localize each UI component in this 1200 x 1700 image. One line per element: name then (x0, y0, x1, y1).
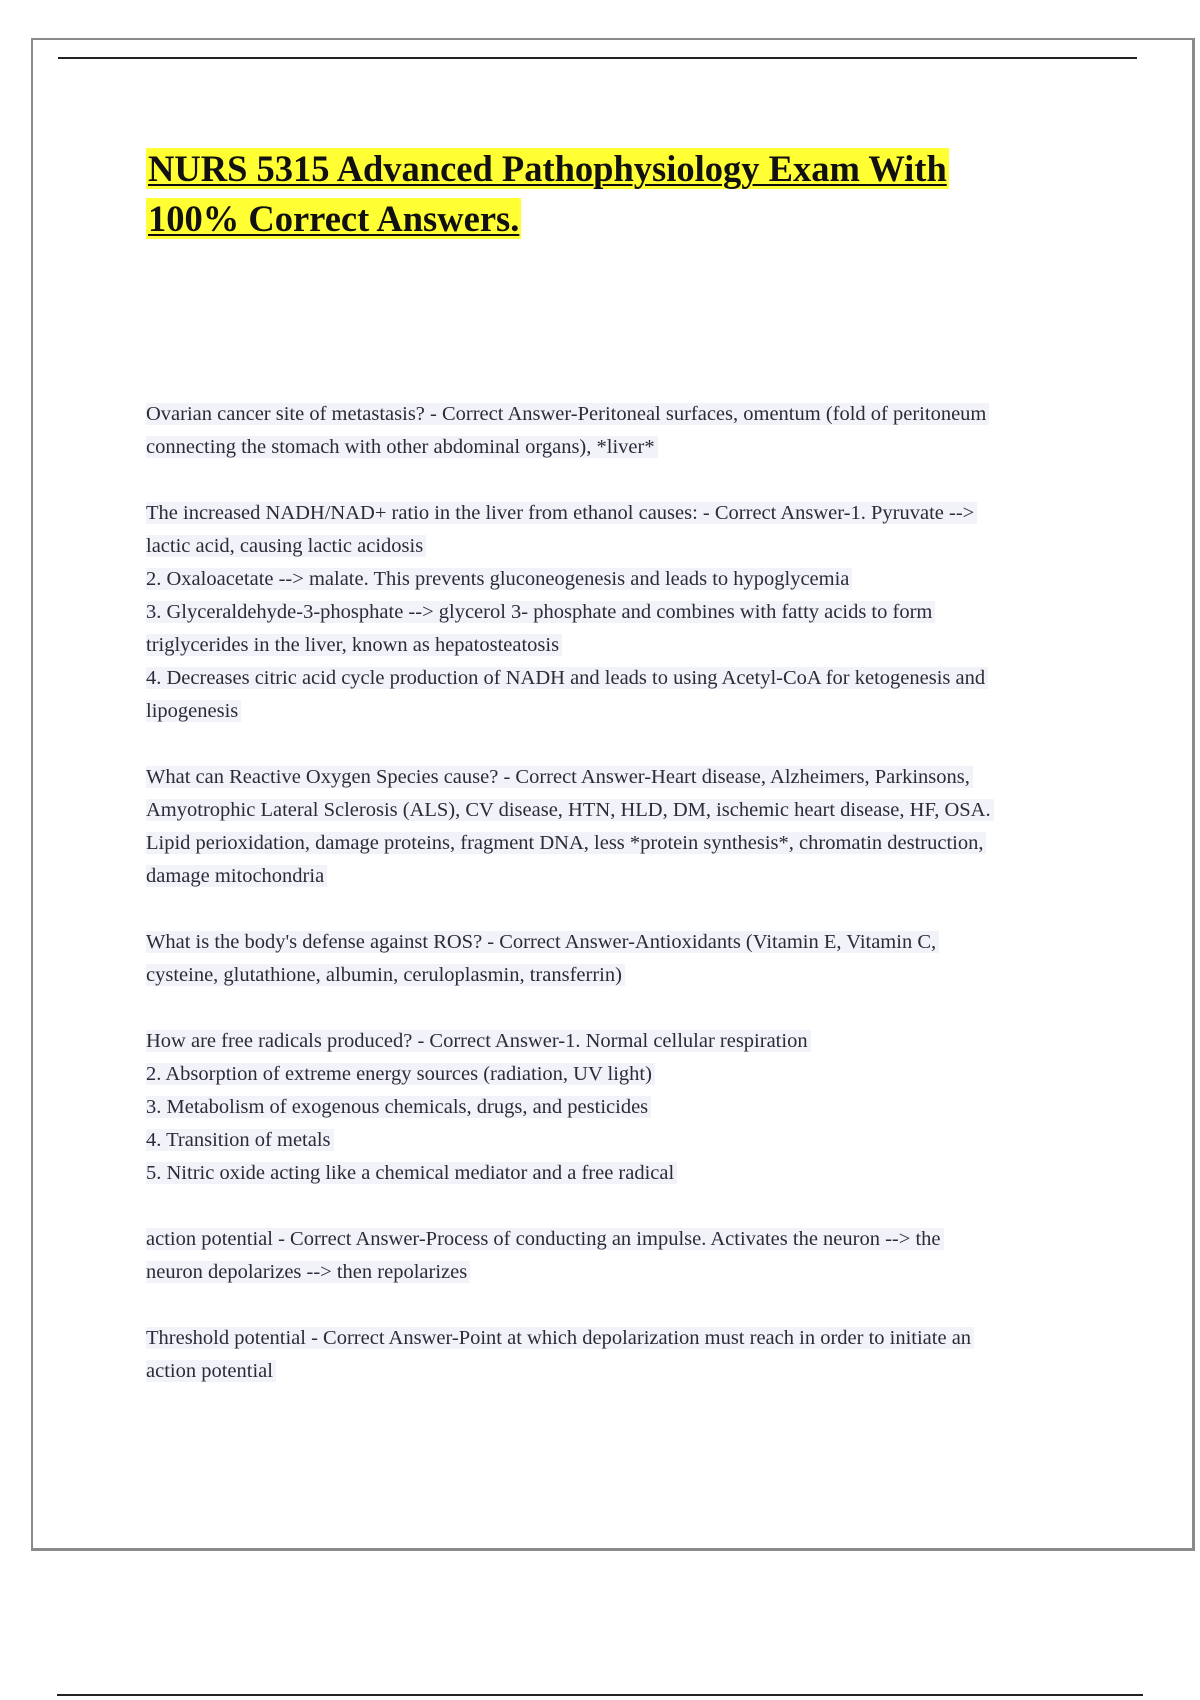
title-line-2: 100% Correct Answers. (148, 198, 520, 239)
text-line: How are free radicals produced? - Correct Answer-1. Normal cellular respiration (146, 1025, 1116, 1058)
text-line: 3. Glyceraldehyde-3-phosphate --> glycerol 3- phosphate and combines with fatty acids to form (146, 596, 1116, 629)
text-line: Amyotrophic Lateral Sclerosis (ALS), CV disease, HTN, HLD, DM, ischemic heart disease, HF, OSA. (146, 794, 1116, 827)
title-line-1: NURS 5315 Advanced Pathophysiology Exam With (148, 148, 947, 189)
text-line: lactic acid, causing lactic acidosis (146, 530, 1116, 563)
text-line: Lipid perioxidation, damage proteins, fragment DNA, less *protein synthesis*, chromatin destruction, (146, 827, 1116, 860)
text-line: lipogenesis (146, 695, 1116, 728)
qa-list (146, 398, 1116, 1421)
text-line: action potential - Correct Answer-Process of conducting an impulse. Activates the neuron --> the (146, 1223, 1116, 1256)
document-title (146, 144, 1106, 244)
text-line: Threshold potential - Correct Answer-Point at which depolarization must reach in order to initiate an (146, 1322, 1116, 1355)
qa-entry-ros-defense (146, 926, 1116, 992)
text-line: Ovarian cancer site of metastasis? - Correct Answer-Peritoneal surfaces, omentum (fold of peritoneum (146, 398, 1116, 431)
text-line: 4. Transition of metals (146, 1124, 1116, 1157)
text-line: What is the body's defense against ROS? - Correct Answer-Antioxidants (Vitamin E, Vitamin C, (146, 926, 1116, 959)
text-line: damage mitochondria (146, 860, 1116, 893)
qa-entry-reactive-oxygen-species (146, 761, 1116, 893)
document-page (31, 38, 1195, 1551)
qa-entry-action-potential (146, 1223, 1116, 1289)
text-line: 4. Decreases citric acid cycle production of NADH and leads to using Acetyl-CoA for ketogenesis and (146, 662, 1116, 695)
text-line: 3. Metabolism of exogenous chemicals, drugs, and pesticides (146, 1091, 1116, 1124)
text-line: action potential (146, 1355, 1116, 1388)
text-line: 5. Nitric oxide acting like a chemical mediator and a free radical (146, 1157, 1116, 1190)
text-line: 2. Oxaloacetate --> malate. This prevents gluconeogenesis and leads to hypoglycemia (146, 563, 1116, 596)
text-line: triglycerides in the liver, known as hepatosteatosis (146, 629, 1116, 662)
text-line: 2. Absorption of extreme energy sources (radiation, UV light) (146, 1058, 1116, 1091)
top-divider (58, 57, 1137, 59)
qa-entry-threshold-potential (146, 1322, 1116, 1388)
qa-entry-ovarian-metastasis (146, 398, 1116, 464)
text-line: The increased NADH/NAD+ ratio in the liver from ethanol causes: - Correct Answer-1. Pyruvate --> (146, 497, 1116, 530)
next-page-divider (57, 1694, 1143, 1696)
qa-entry-free-radicals (146, 1025, 1116, 1190)
text-line: connecting the stomach with other abdominal organs), *liver* (146, 431, 1116, 464)
qa-entry-nadh-ratio (146, 497, 1116, 728)
text-line: neuron depolarizes --> then repolarizes (146, 1256, 1116, 1289)
text-line: cysteine, glutathione, albumin, ceruloplasmin, transferrin) (146, 959, 1116, 992)
text-line: What can Reactive Oxygen Species cause? - Correct Answer-Heart disease, Alzheimers, Parkinsons, (146, 761, 1116, 794)
